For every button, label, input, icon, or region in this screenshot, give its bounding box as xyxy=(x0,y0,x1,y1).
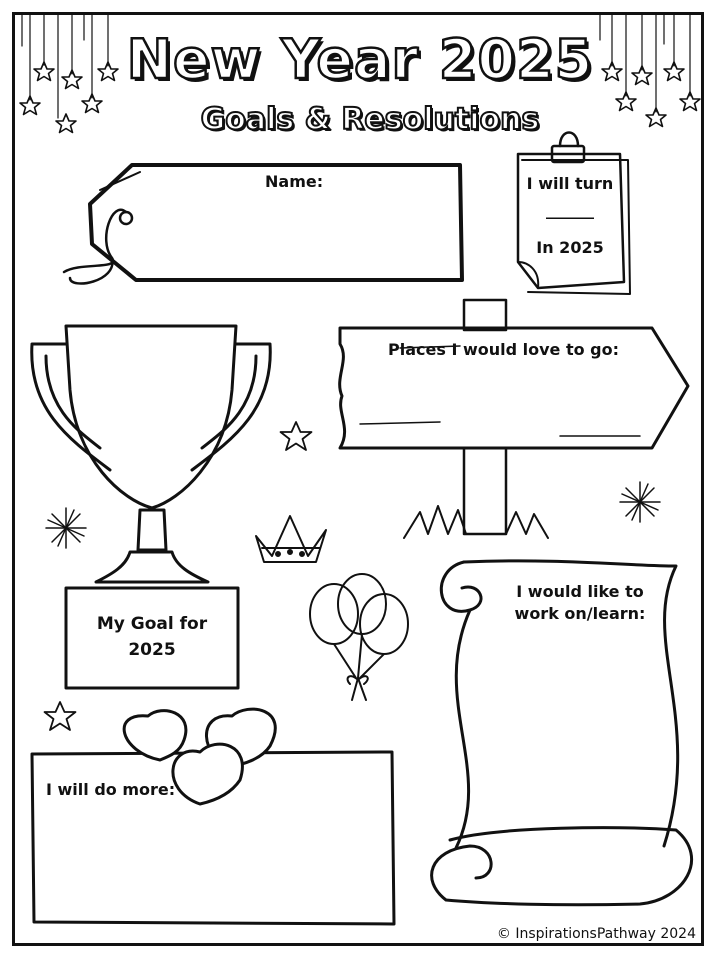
hearts-icon xyxy=(32,709,394,924)
name-label: Name: xyxy=(265,172,324,191)
learn-line2: work on/learn: xyxy=(514,604,646,623)
page-title: New Year 2025 xyxy=(126,28,594,91)
page-subtitle: Goals & Resolutions xyxy=(200,102,540,137)
star-icon xyxy=(45,422,312,730)
footer-credit: © InspirationsPathway 2024 xyxy=(496,926,696,942)
goal-line1: My Goal for xyxy=(96,614,208,634)
age-blank: ______ xyxy=(546,200,594,219)
places-label: Places I would love to go: xyxy=(388,340,620,359)
age-line1: I will turn xyxy=(526,174,614,193)
tag-icon xyxy=(64,165,462,284)
goal-line2: 2025 xyxy=(128,640,176,660)
age-line2: In 2025 xyxy=(536,238,604,257)
learn-line1: I would like to xyxy=(516,582,644,601)
balloons-icon xyxy=(310,574,408,700)
do-more-label: I will do more: xyxy=(46,780,176,799)
crown-icon xyxy=(256,516,326,562)
